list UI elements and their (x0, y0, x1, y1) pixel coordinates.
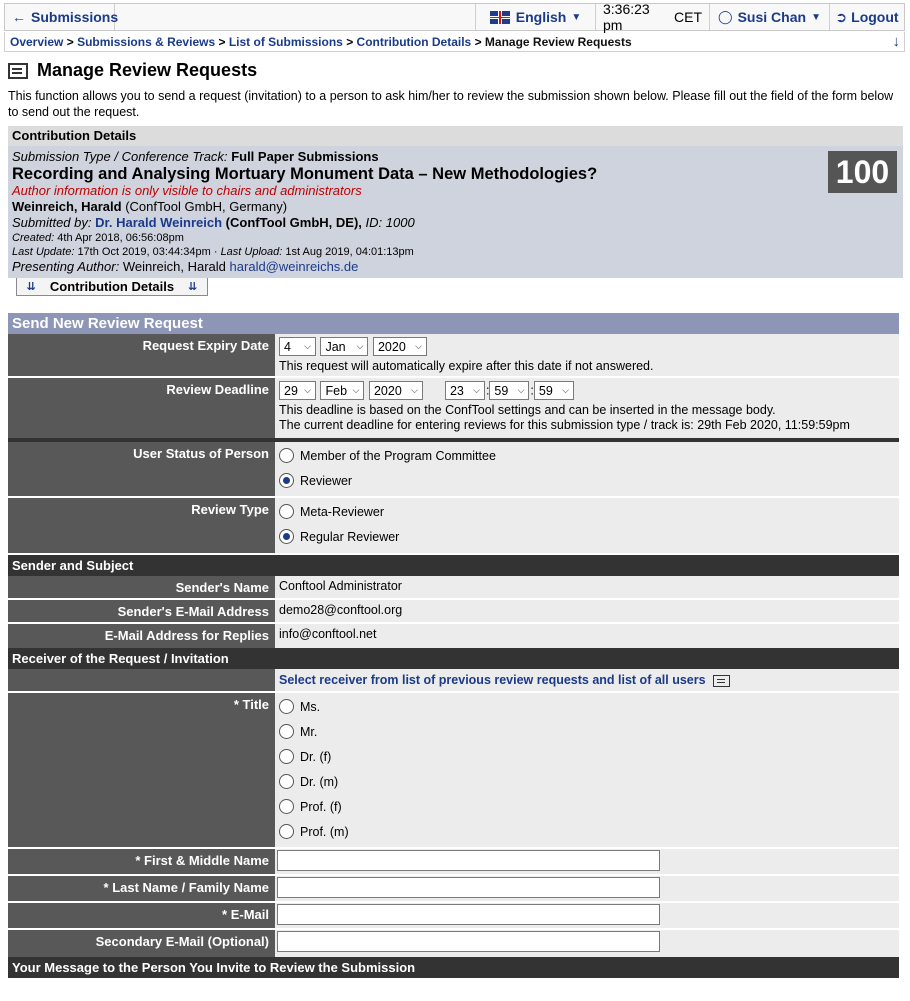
review-deadline-label: Review Deadline (8, 378, 275, 438)
language-selector[interactable] (476, 4, 596, 30)
title-option-ms[interactable]: Ms. (279, 694, 895, 719)
breadcrumb: Overview > Submissions & Reviews > List of Submissions > Contribution Details > Manage Review Requests ↓ (4, 32, 905, 52)
timezone-value: CET (674, 9, 702, 25)
deadline-day-select[interactable]: 29 ⌵ (279, 381, 316, 400)
secondary-email-row: Secondary E-Mail (Optional) (8, 930, 899, 957)
secondary-email-input[interactable] (277, 931, 660, 952)
arrow-left-icon: ← (12, 9, 26, 25)
sender-name-value: Conftool Administrator (275, 576, 899, 598)
sender-email-row: Sender's E-Mail Address demo28@conftool.org (8, 600, 899, 624)
radio-button[interactable] (279, 448, 294, 463)
status-option-reviewer[interactable]: Reviewer (279, 468, 895, 493)
intro-text: This function allows you to send a request (invitation) to a person to ask him/her to review the submission shown below. Please fill out the field of the form below to send out the request. (8, 89, 894, 119)
section-sender-and-subject: Sender and Subject (8, 555, 899, 576)
select-receiver-link[interactable]: Select receiver from list of previous review requests and list of all users (279, 673, 706, 687)
chevron-down-icon: ▼ (571, 11, 582, 23)
first-name-input[interactable] (277, 850, 660, 871)
title-label: * Title (8, 693, 275, 847)
sender-email-value: demo28@conftool.org (275, 600, 899, 622)
arrow-down-icon[interactable]: ↓ (892, 33, 900, 50)
reply-email-value: info@conftool.net (275, 624, 899, 648)
update-line: Last Update: 17th Oct 2019, 03:44:34pm · Last Upload: 1st Aug 2019, 04:01:13pm (12, 246, 414, 258)
breadcrumb-contribution-details[interactable]: Contribution Details (356, 35, 472, 49)
radio-button[interactable] (279, 504, 294, 519)
user-menu[interactable] (710, 4, 830, 30)
logout-button[interactable] (830, 4, 904, 30)
type-option-meta-reviewer[interactable]: Meta-Reviewer (279, 499, 895, 524)
radio-button[interactable] (279, 824, 294, 839)
submitted-by-line: Submitted by: Dr. Harald Weinreich (ConfTool GmbH, DE), ID: 1000 (12, 215, 415, 230)
submission-number-badge: 100 (828, 151, 897, 193)
topbar-spacer (115, 4, 476, 30)
presenting-author-line: Presenting Author: Weinreich, Harald harald@weinreichs.de (12, 259, 359, 274)
deadline-month-select[interactable]: Feb ⌵ (320, 381, 364, 400)
expiry-date-label: Request Expiry Date (8, 334, 275, 376)
section-receiver: Receiver of the Request / Invitation (8, 648, 899, 669)
page-title (8, 60, 257, 81)
title-option-prof-f[interactable]: Prof. (f) (279, 794, 895, 819)
last-name-row: * Last Name / Family Name (8, 876, 899, 903)
created-line: Created: 4th Apr 2018, 06:56:08pm (12, 232, 184, 244)
expiry-date-row (8, 334, 899, 378)
section-send-new-review-request: Send New Review Request (8, 313, 899, 334)
double-chevron-down-icon: ⇊ (26, 281, 36, 293)
select-receiver-row (8, 669, 899, 693)
last-name-input[interactable] (277, 877, 660, 898)
review-request-form (8, 313, 899, 978)
author-notice: Author information is only visible to chairs and administrators (12, 183, 362, 198)
expiry-month-select[interactable]: Jan ⌵ (320, 337, 368, 356)
title-row (8, 693, 899, 849)
contribution-details-header: Contribution Details (8, 126, 903, 146)
page-title-text: Manage Review Requests (37, 60, 258, 80)
user-icon: ◯ (718, 9, 733, 24)
radio-button-selected[interactable] (279, 473, 294, 488)
submission-id: 1000 (385, 215, 415, 230)
contribution-details-toggle[interactable]: ⇊ Contribution Details ⇊ (16, 278, 208, 296)
type-option-regular-reviewer[interactable]: Regular Reviewer (279, 524, 895, 549)
user-status-row (8, 442, 899, 498)
submitter-link[interactable]: Dr. Harald Weinreich (95, 215, 223, 230)
top-bar (4, 3, 905, 31)
uk-flag-icon (490, 11, 510, 24)
email-input[interactable] (277, 904, 660, 925)
clock (596, 1, 710, 33)
expiry-day-select[interactable]: 4 ⌵ (279, 337, 316, 356)
breadcrumb-current: Manage Review Requests (484, 35, 632, 49)
review-deadline-row: Review Deadline 29 ⌵ Feb ⌵ 2020 ⌵ 23 ⌵ : 59 ⌵ : 59 ⌵ This deadline is based on the ConfTool settings and can be inserted in the message body. The current deadline for entering reviews for this submission type / track is: 29th Feb 2020, 11:59:59pm (8, 378, 899, 438)
sender-name-row: Sender's Name Conftool Administrator (8, 576, 899, 600)
logout-icon: ➲ (835, 8, 848, 25)
time-value: 3:36:23 pm (603, 1, 650, 33)
first-name-row: * First & Middle Name (8, 849, 899, 876)
envelope-icon (8, 63, 28, 79)
chevron-down-icon: ▼ (811, 11, 821, 23)
expiry-year-select[interactable]: 2020 ⌵ (373, 337, 427, 356)
language-label: English (515, 9, 567, 25)
radio-button[interactable] (279, 699, 294, 714)
author-name: Weinreich, Harald (12, 199, 122, 214)
submission-type: Full Paper Submissions (231, 149, 379, 164)
deadline-minute-select[interactable]: 59 ⌵ (489, 381, 529, 400)
user-name: Susi Chan (737, 9, 807, 25)
deadline-year-select[interactable]: 2020 ⌵ (369, 381, 423, 400)
radio-button[interactable] (279, 749, 294, 764)
title-option-prof-m[interactable]: Prof. (m) (279, 819, 895, 844)
title-option-dr-f[interactable]: Dr. (f) (279, 744, 895, 769)
review-type-row (8, 498, 899, 555)
title-option-dr-m[interactable]: Dr. (m) (279, 769, 895, 794)
deadline-current-note: The current deadline for entering reviews for this submission type / track is: 29th Feb 2020, 11:59:59pm (279, 418, 850, 432)
back-to-submissions-link[interactable] (5, 4, 119, 30)
expiry-note: This request will automatically expire after this date if not answered. (279, 359, 654, 373)
review-type-label: Review Type (8, 498, 275, 553)
contribution-details-box (8, 146, 903, 278)
section-your-message: Your Message to the Person You Invite to Review the Submission (8, 957, 899, 978)
user-status-label: User Status of Person (8, 442, 275, 496)
chat-icon[interactable] (713, 675, 730, 687)
radio-button[interactable] (279, 724, 294, 739)
email-row: * E-Mail (8, 903, 899, 930)
radio-button-selected[interactable] (279, 529, 294, 544)
author-line (12, 199, 899, 215)
deadline-note: This deadline is based on the ConfTool settings and can be inserted in the message body. (279, 403, 776, 417)
radio-button[interactable] (279, 774, 294, 789)
radio-button[interactable] (279, 799, 294, 814)
breadcrumb-submissions-reviews[interactable]: Submissions & Reviews (77, 35, 216, 49)
breadcrumb-list-of-submissions[interactable]: List of Submissions (228, 35, 343, 49)
double-chevron-down-icon: ⇊ (188, 281, 198, 293)
back-label: Submissions (31, 9, 119, 25)
deadline-second-select[interactable]: 59 ⌵ (534, 381, 574, 400)
submission-type-line: Submission Type / Conference Track: Full Paper Submissions (12, 149, 379, 164)
reply-email-row: E-Mail Address for Replies info@conftool.net (8, 624, 899, 648)
submission-title: Recording and Analysing Mortuary Monument Data – New Methodologies? (12, 165, 598, 183)
status-option-pc-member[interactable]: Member of the Program Committee (279, 443, 895, 468)
author-affiliation: (ConfTool GmbH, Germany) (125, 199, 288, 214)
breadcrumb-overview[interactable]: Overview (10, 35, 64, 49)
title-option-mr[interactable]: Mr. (279, 719, 895, 744)
presenting-author-email[interactable]: harald@weinreichs.de (229, 259, 359, 274)
deadline-hour-select[interactable]: 23 ⌵ (445, 381, 485, 400)
logout-label: Logout (851, 9, 899, 25)
